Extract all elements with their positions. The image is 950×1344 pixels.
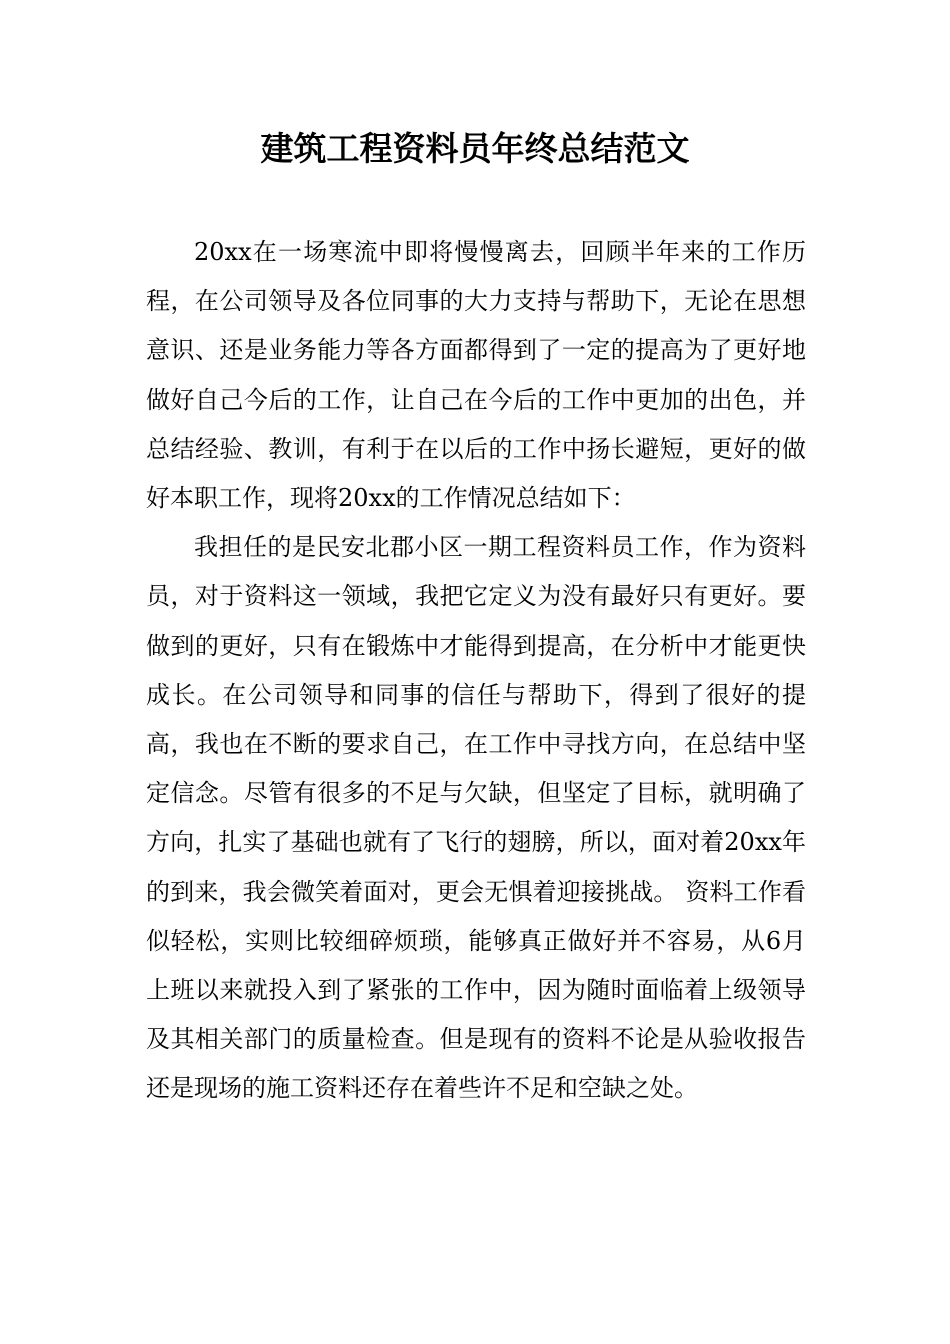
paragraph-1: 20xx在一场寒流中即将慢慢离去，回顾半年来的工作历程，在公司领导及各位同事的大力支持与帮助下，无论在思想意识、还是业务能力等各方面都得到了一定的提高为了更好地做好自己今后的工作，让自己在今后的工作中更加的出色，并总结经验、教训，有利于在以后的工作中扬长避短，更好的做好本职工作，现将20xx的工作情况总结如下：: [146, 238, 806, 513]
paragraph-2: 我担任的是民安北郡小区一期工程资料员工作，作为资料员，对于资料这一领域，我把它定义为没有最好只有更好。要做到的更好，只有在锻炼中才能得到提高，在分析中才能更快成长。在公司领导和同事的信任与帮助下，得到了很好的提高，我也在不断的要求自己，在工作中寻找方向，在总结中坚定信念。尽管有很多的不足与欠缺，但坚定了目标，就明确了方向，扎实了基础也就有了飞行的翅膀，所以，面对着20xx年的到来，我会微笑着面对，更会无惧着迎接挑战。 资料工作看似轻松，实则比较细碎烦琐，能够真正做好并不容易，从6月上班以来就投入到了紧张的工作中，因为随时面临着上级领导及其相关部门的质量检查。但是现有的资料不论是从验收报告还是现场的施工资料还存在着些许不足和空缺之处。: [146, 533, 806, 1103]
document-title: 建筑工程资料员年终总结范文: [260, 129, 690, 168]
document-body: [146, 228, 806, 1114]
